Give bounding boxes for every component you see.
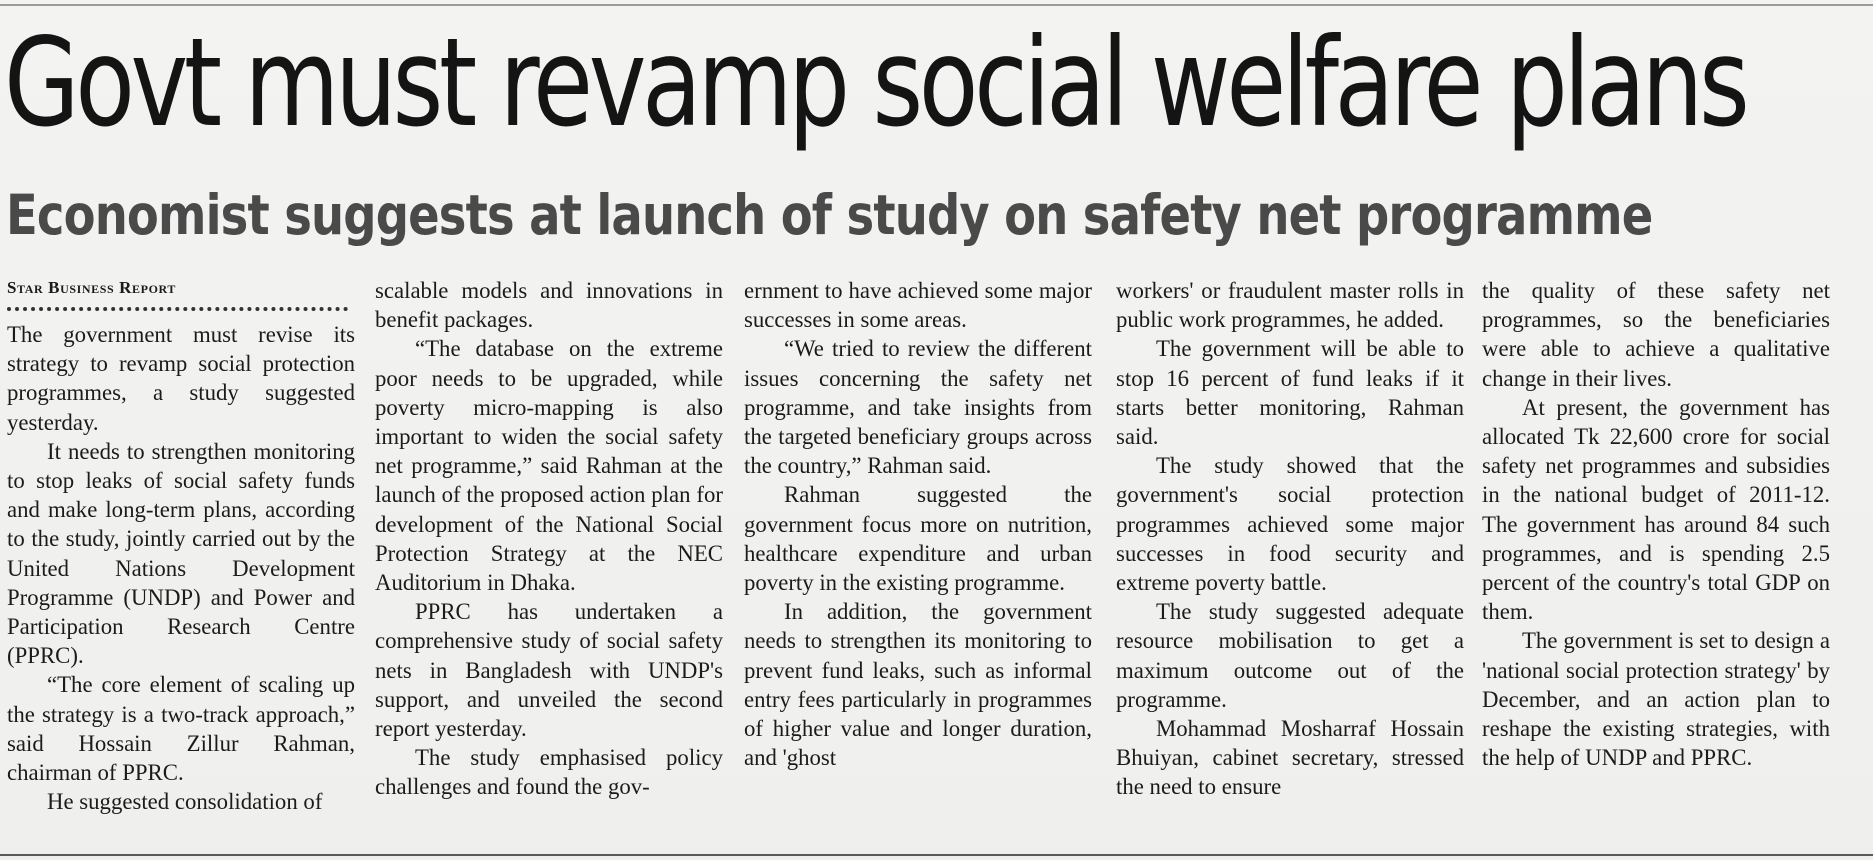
paragraph: the quality of these safety net programmes, so the beneficiaries were able to achieve a qualitative change in their lives.	[1482, 278, 1830, 391]
paragraph: ernment to have achieved some major successes in some areas.	[744, 278, 1092, 333]
paragraph: In addition, the government needs to strengthen its monitoring to prevent fund leaks, such as informal entry fees particularly in programmes of higher value and longer duration, and 'ghost	[744, 599, 1092, 771]
paragraph: The government will be able to stop 16 percent of fund leaks if it starts better monitoring, Rahman said.	[1116, 336, 1464, 450]
article-column-2	[375, 276, 723, 802]
paragraph: The study suggested adequate resource mobilisation to get a maximum outcome out of the programme.	[1116, 599, 1464, 712]
article-column-5	[1482, 276, 1830, 772]
article-column-3	[744, 276, 1092, 772]
paragraph: “We tried to review the different issues concerning the safety net programme, and take insights from the targeted beneficiary groups across the country,” Rahman said.	[744, 336, 1092, 479]
paragraph: Rahman suggested the government focus more on nutrition, healthcare expenditure and urban poverty in the existing programme.	[744, 482, 1092, 596]
paragraph: He suggested consolidation of	[47, 789, 323, 815]
subheadline: Economist suggests at launch of study on safety net programme	[6, 183, 1653, 247]
paragraph: At present, the government has allocated Tk 22,600 crore for social safety net programmes and subsidies in the national budget of 2011-12. The government has around 84 such programmes, and is spending 2.5 percent of the country's total GDP on them.	[1482, 394, 1830, 625]
paragraph: “The core element of scaling up the strategy is a two-track approach,” said Hossain Zillur Rahman, chairman of PPRC.	[7, 672, 355, 786]
headline: Govt must revamp social welfare plans	[4, 12, 1746, 154]
byline-dotted-rule	[7, 307, 348, 311]
paragraph: scalable models and innovations in benefit packages.	[375, 278, 723, 333]
bottom-rule	[0, 854, 1873, 856]
article-column-1	[7, 276, 355, 816]
paragraph: The government must revise its strategy to revamp social protection programmes, a study suggested yesterday.	[7, 322, 355, 435]
paragraph: Mohammad Mosharraf Hossain Bhuiyan, cabinet secretary, stressed the need to ensure	[1116, 716, 1464, 800]
paragraph: It needs to strengthen monitoring to stop leaks of social safety funds and make long-term plans, according to the study, jointly carried out by the United Nations Development Programme (UNDP) and Power and Participation Research Centre (PPRC).	[7, 438, 355, 669]
paragraph: PPRC has undertaken a comprehensive study of social safety nets in Bangladesh with UNDP's support, and unveiled the second report yesterday.	[375, 599, 723, 742]
top-rule	[0, 4, 1873, 6]
article-column-4	[1116, 276, 1464, 802]
paragraph: The study emphasised policy challenges and found the gov-	[375, 745, 723, 800]
paragraph: The government is set to design a 'national social protection strategy' by December, and an action plan to reshape the existing strategies, with the help of UNDP and PPRC.	[1482, 628, 1830, 771]
paragraph: “The database on the extreme poor needs to be upgraded, while poverty micro-mapping is also important to widen the social safety net programme,” said Rahman at the launch of the proposed action plan for development of the National Social Protection Strategy at the NEC Auditorium in Dhaka.	[375, 336, 723, 596]
byline: Star Business Report	[7, 278, 176, 297]
paragraph: The study showed that the government's social protection programmes achieved some major successes in food security and extreme poverty battle.	[1116, 453, 1464, 596]
paragraph: workers' or fraudulent master rolls in public work programmes, he added.	[1116, 278, 1464, 333]
